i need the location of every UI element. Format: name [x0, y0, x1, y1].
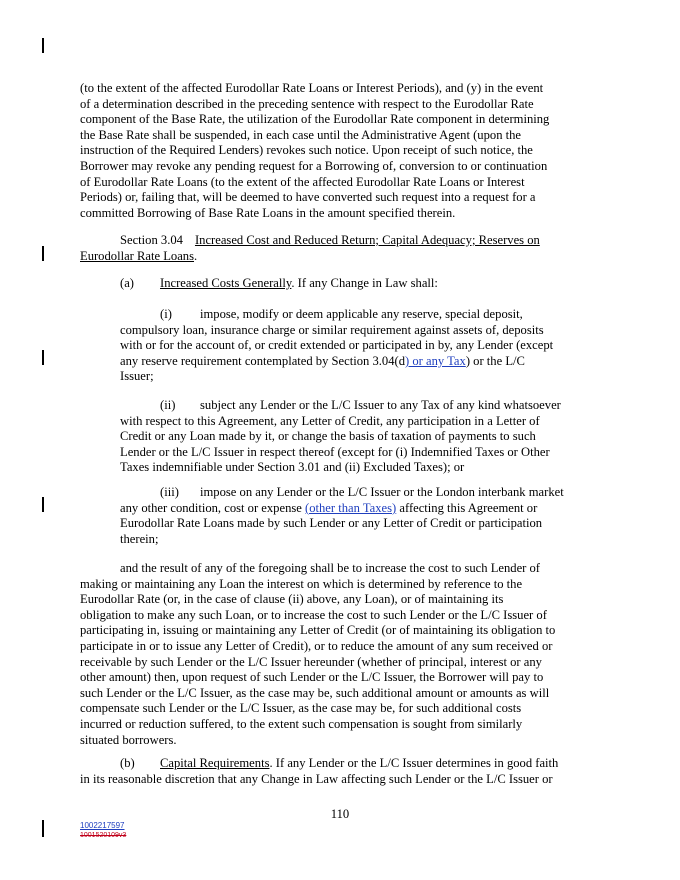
- text-line: of a determination described in the preceding sentence with respect to the Eurodollar Rate: [80, 96, 534, 111]
- subsection-label: (b): [120, 756, 135, 770]
- change-bar: [42, 497, 44, 512]
- text-line: Taxes indemnifiable under Section 3.01 and (ii) Excluded Taxes); or: [120, 460, 465, 475]
- clause-ii: (ii) subject any Lender or the L/C Issuer to any Tax of any kind whatsoever with respect to this Agreement, any Letter of Credit, any participation in a Letter of Credit or any Loan made by it, or change the basis of taxation of payments to such Lender or the L/C Issuer in respect thereof (except for (i) Indemnified Taxes or Other Taxes indemnifiable under Section 3.01 and (ii) Excluded Taxes); or: [80, 398, 600, 476]
- text-line: receivable by such Lender or the L/C Issuer hereunder (whether of principal, interest or any: [80, 654, 542, 669]
- text-line: Eurodollar Rate (or, in the case of clause (ii) above, any Loan), or of maintaining its: [80, 592, 504, 607]
- subsection-b: (b) Capital Requirements. If any Lender or the L/C Issuer determines in good faith in its reasonable discretion that any Change in Law affecting such Lender or the L/C Issuer or: [80, 756, 600, 787]
- text-line: other amount) then, upon request of such Lender or the L/C Issuer, the Borrower will pay to: [80, 670, 544, 685]
- continuation-paragraph: [80, 81, 600, 221]
- clause-label: (iii): [160, 485, 179, 499]
- section-title-continued: Eurodollar Rate Loans: [80, 248, 195, 263]
- subsection-heading: Increased Costs Generally: [160, 276, 292, 290]
- page-number: 110: [330, 807, 350, 821]
- text-line: Credit or any Loan made by it, or change the basis of taxation of payments to such: [120, 429, 536, 444]
- text-line: compulsory loan, insurance charge or similar requirement against assets of, deposits: [120, 322, 544, 337]
- section-title: Increased Cost and Reduced Return; Capital Adequacy; Reserves on: [194, 233, 540, 247]
- text-line: with respect to this Agreement, any Letter of Credit, any participation in a Letter of: [120, 413, 540, 428]
- text-line: committed Borrowing of Base Rate Loans in the amount specified therein.: [80, 205, 456, 220]
- text-line: incurred or reduction suffered, to the extent such compensation is sought from similarly: [80, 716, 523, 731]
- text-line: Issuer;: [120, 369, 154, 384]
- inserted-text: ) or any Tax: [405, 353, 466, 368]
- text-line: participating in, issuing or maintaining any Letter of Credit (or of maintaining its obligation to: [80, 623, 556, 638]
- subsection-a: (a) Increased Costs Generally. If any Change in Law shall:: [120, 276, 438, 290]
- text-line: of Eurodollar Rate Loans (to the extent of the affected Eurodollar Rate Loans or Interest: [80, 174, 525, 189]
- text-line: Periods) or, failing that, will be deemed to have converted such request into a request for a: [80, 190, 536, 205]
- text-line: Lender or the L/C Issuer in respect thereof (except for (i) Indemnified Taxes or Other: [120, 444, 550, 459]
- change-bar: [42, 38, 44, 53]
- text-line: and the result of any of the foregoing shall be to increase the cost to such Lender of: [120, 561, 541, 575]
- text-line: (to the extent of the affected Eurodollar Rate Loans or Interest Periods), and (y) in the event: [80, 81, 544, 95]
- section-heading: Section 3.04 Increased Cost and Reduced Return; Capital Adequacy; Reserves on Eurodollar Rate Loans.: [80, 233, 540, 263]
- subsection-label: (a): [120, 276, 134, 290]
- text-line: instruction of the Required Lenders) revokes such notice. Upon receipt of such notice, the: [80, 143, 533, 158]
- subsection-heading: Capital Requirements: [160, 756, 270, 770]
- text-line: in its reasonable discretion that any Change in Law affecting such Lender or the L/C Issuer or: [80, 771, 553, 786]
- text-line: the Base Rate shall be suspended, in each case until the Administrative Agent (upon the: [80, 127, 522, 142]
- clause-label: (i): [160, 307, 172, 321]
- text-line: compensate such Lender or the L/C Issuer, as the case may be, for such additional costs: [80, 701, 522, 716]
- change-bar: [42, 350, 44, 365]
- document-id-deleted: 1001520109v3: [80, 832, 127, 839]
- clause-i: (i) impose, modify or deem applicable any reserve, special deposit, compulsory loan, insurance charge or similar requirement against assets of, deposits with or for the account of, or credit extended or participated in by, any Lender (except any reserve requirement contemplated by Section 3.04(d) or any Tax) or the L/C Issuer;: [80, 307, 600, 385]
- change-bar: [42, 246, 44, 261]
- clause-iii: (iii) impose on any Lender or the L/C Issuer or the London interbank market any other condition, cost or expense (other than Taxes) affecting this Agreement or Eurodollar Rate Loans made by such Lender or any Letter of Credit or participation therein;: [80, 485, 600, 547]
- inserted-text: (other than Taxes): [305, 500, 397, 515]
- text-line: participate in or to issue any Letter of Credit), or to reduce the amount of any sum received or: [80, 638, 553, 653]
- text-line: with or for the account of, or credit extended or participated in by, any Lender (except: [120, 338, 554, 353]
- clause-label: (ii): [160, 398, 176, 412]
- result-paragraph: [80, 561, 600, 748]
- text-line: such Lender or the L/C Issuer, as the case may be, such additional amount or amounts as will: [80, 685, 550, 700]
- text-line: Borrower may revoke any pending request for a Borrowing of, conversion to or continuation: [80, 158, 548, 173]
- text-line: Eurodollar Rate Loans made by such Lender or any Letter of Credit or participation: [120, 516, 543, 531]
- text-line: component of the Base Rate, the utilization of the Eurodollar Rate component in determining: [80, 112, 550, 127]
- section-number: Section 3.04: [120, 233, 183, 247]
- text-line: situated borrowers.: [80, 732, 177, 747]
- text-line: therein;: [120, 531, 159, 546]
- text-line: obligation to make any such Loan, or to increase the cost to such Lender or the L/C Issuer of: [80, 607, 547, 622]
- text-line: making or maintaining any Loan the interest on which is determined by reference to the: [80, 576, 523, 591]
- document-id: 1002217597: [80, 821, 125, 830]
